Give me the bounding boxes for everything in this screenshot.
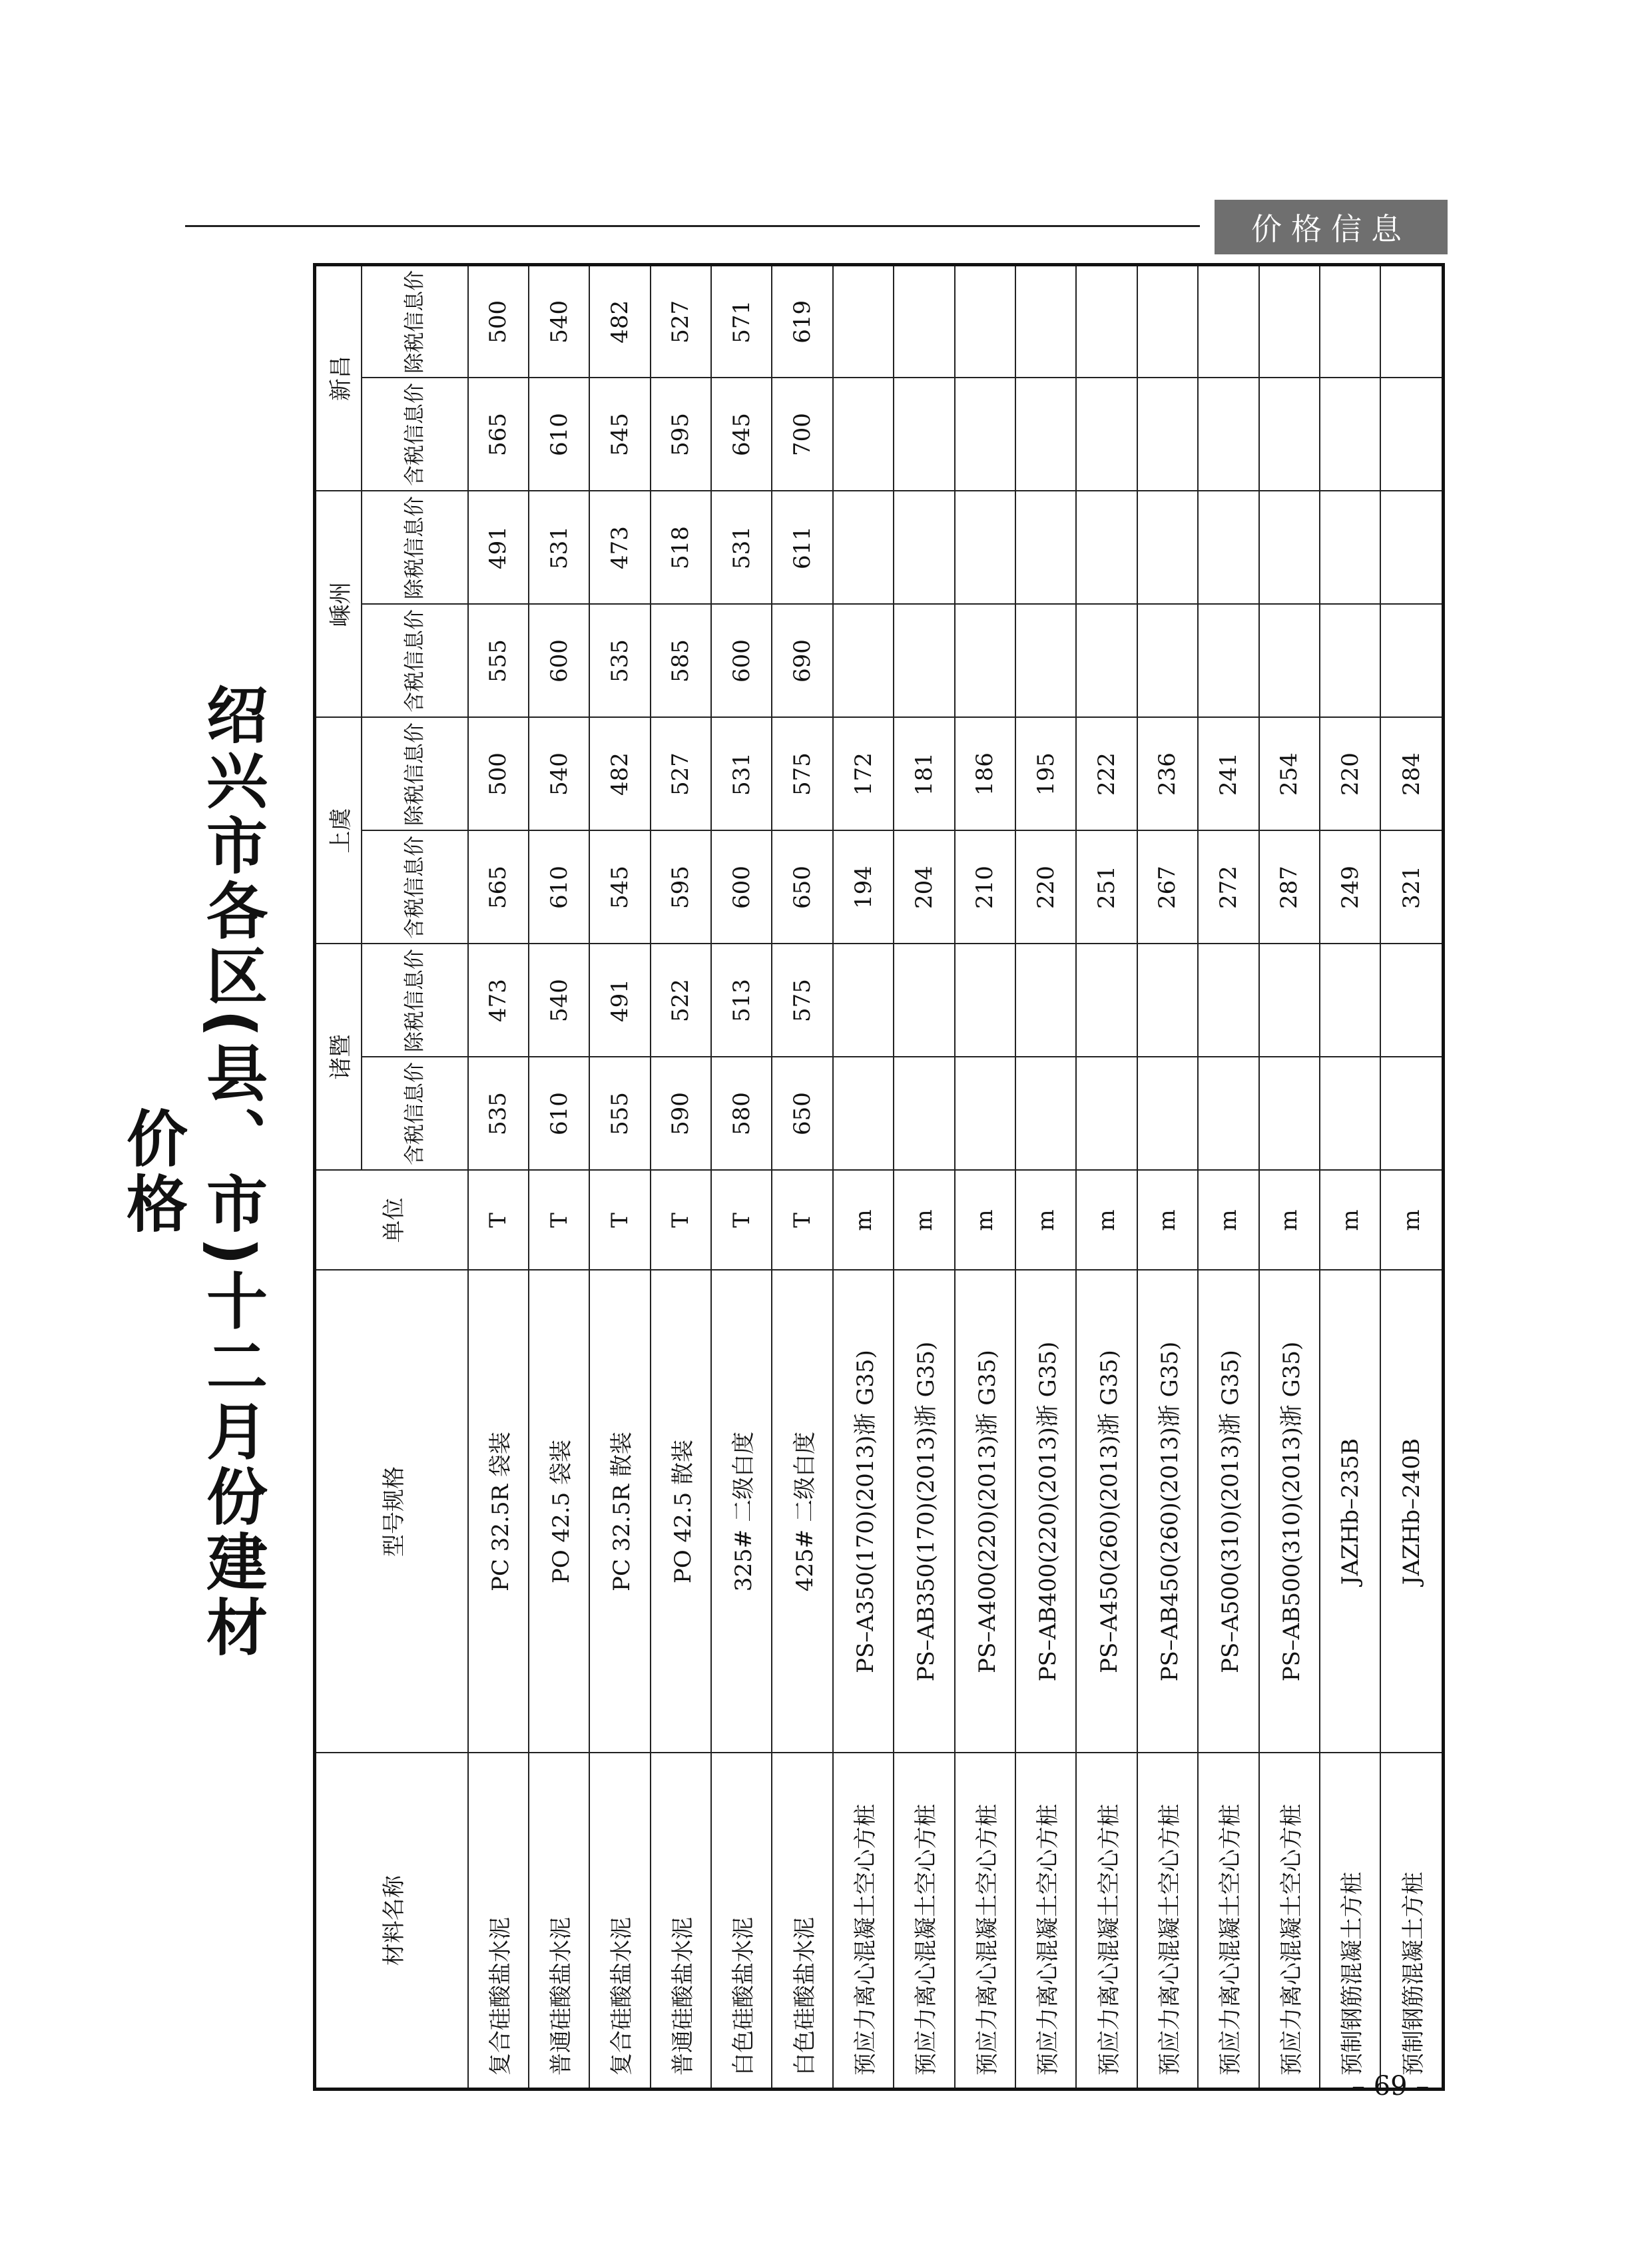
- price-cell: [1015, 265, 1076, 378]
- price-cell: [1137, 605, 1198, 718]
- price-cell: [894, 1057, 954, 1171]
- price-cell: [833, 491, 894, 605]
- spec-cell: JAZHb–235B: [1320, 1270, 1380, 1753]
- table-row: [772, 265, 832, 2090]
- header-tax-excl: 除税信息价: [362, 265, 468, 378]
- unit-cell: T: [589, 1171, 650, 1270]
- header-spec: 型号规格: [315, 1270, 468, 1753]
- price-cell: 611: [772, 491, 832, 605]
- price-cell: 565: [468, 378, 529, 491]
- table-row: [589, 265, 650, 2090]
- price-cell: 545: [589, 831, 650, 944]
- price-cell: 600: [711, 831, 772, 944]
- unit-cell: m: [1259, 1171, 1320, 1270]
- price-cell: [1380, 605, 1443, 718]
- price-cell: 585: [651, 605, 711, 718]
- price-cell: [833, 1057, 894, 1171]
- price-cell: 531: [711, 718, 772, 831]
- price-cell: 491: [468, 491, 529, 605]
- price-cell: [1259, 944, 1320, 1057]
- price-cell: [1015, 491, 1076, 605]
- price-cell: 267: [1137, 831, 1198, 944]
- price-cell: 540: [529, 265, 589, 378]
- price-cell: 555: [468, 605, 529, 718]
- price-cell: [833, 944, 894, 1057]
- price-cell: [955, 491, 1015, 605]
- price-cell: [1380, 944, 1443, 1057]
- price-cell: [894, 491, 954, 605]
- table-row: [1198, 265, 1258, 2090]
- page-title: 绍兴市各区(县、市)十二月份建材价格: [117, 683, 268, 1661]
- price-cell: 513: [711, 944, 772, 1057]
- price-table-body: [468, 265, 1444, 2090]
- price-cell: [1076, 491, 1137, 605]
- price-cell: [1015, 605, 1076, 718]
- material-name-cell: 预应力离心混凝土空心方桩: [1015, 1753, 1076, 2090]
- price-cell: 251: [1076, 831, 1137, 944]
- price-cell: 500: [468, 265, 529, 378]
- price-cell: [1259, 605, 1320, 718]
- price-cell: [1320, 605, 1380, 718]
- unit-cell: m: [1380, 1171, 1443, 1270]
- price-cell: [1137, 265, 1198, 378]
- unit-cell: m: [833, 1171, 894, 1270]
- spec-cell: PS–AB500(310)(2013)浙 G35): [1259, 1270, 1320, 1753]
- header-tax-incl: 含税信息价: [362, 605, 468, 718]
- price-cell: 522: [651, 944, 711, 1057]
- price-cell: [1137, 378, 1198, 491]
- price-cell: [1076, 605, 1137, 718]
- price-cell: 595: [651, 831, 711, 944]
- spec-cell: PS–AB400(220)(2013)浙 G35): [1015, 1270, 1076, 1753]
- material-name-cell: 预制钢筋混凝土方桩: [1320, 1753, 1380, 2090]
- unit-cell: T: [468, 1171, 529, 1270]
- price-cell: [1259, 491, 1320, 605]
- header-tax-excl: 除税信息价: [362, 718, 468, 831]
- price-cell: 610: [529, 1057, 589, 1171]
- price-cell: [1015, 1057, 1076, 1171]
- price-cell: 700: [772, 378, 832, 491]
- price-cell: 650: [772, 1057, 832, 1171]
- price-cell: 610: [529, 831, 589, 944]
- spec-cell: PC 32.5R 袋装: [468, 1270, 529, 1753]
- header-region-shangyu: 上虞: [315, 718, 362, 944]
- unit-cell: T: [651, 1171, 711, 1270]
- price-cell: 545: [589, 378, 650, 491]
- price-cell: 172: [833, 718, 894, 831]
- price-cell: 272: [1198, 831, 1258, 944]
- price-cell: [1320, 944, 1380, 1057]
- header-tax-incl: 含税信息价: [362, 831, 468, 944]
- price-cell: [1320, 1057, 1380, 1171]
- spec-cell: PC 32.5R 散装: [589, 1270, 650, 1753]
- table-row: [1259, 265, 1320, 2090]
- price-cell: 575: [772, 718, 832, 831]
- price-cell: [1380, 378, 1443, 491]
- price-cell: 580: [711, 1057, 772, 1171]
- price-cell: [833, 378, 894, 491]
- price-cell: [1198, 491, 1258, 605]
- material-name-cell: 复合硅酸盐水泥: [468, 1753, 529, 2090]
- material-name-cell: 预应力离心混凝土空心方桩: [1076, 1753, 1137, 2090]
- price-cell: 195: [1015, 718, 1076, 831]
- price-cell: 482: [589, 265, 650, 378]
- price-cell: [894, 605, 954, 718]
- price-cell: 491: [589, 944, 650, 1057]
- material-name-cell: 普通硅酸盐水泥: [651, 1753, 711, 2090]
- page-number: – 69 –: [1352, 2071, 1430, 2102]
- price-cell: 531: [711, 491, 772, 605]
- spec-cell: PS–A500(310)(2013)浙 G35): [1198, 1270, 1258, 1753]
- header-rule: [185, 225, 1200, 227]
- price-cell: 531: [529, 491, 589, 605]
- spec-cell: 325# 二级白度: [711, 1270, 772, 1753]
- spec-cell: 425# 二级白度: [772, 1270, 832, 1753]
- price-cell: 610: [529, 378, 589, 491]
- section-label: 价格信息: [1215, 200, 1448, 254]
- price-cell: 540: [529, 944, 589, 1057]
- price-cell: [955, 605, 1015, 718]
- price-cell: 241: [1198, 718, 1258, 831]
- price-cell: [894, 378, 954, 491]
- spec-cell: PS–AB350(170)(2013)浙 G35): [894, 1270, 954, 1753]
- price-cell: [1198, 944, 1258, 1057]
- price-table-area: [313, 266, 1445, 2091]
- price-cell: 249: [1320, 831, 1380, 944]
- price-cell: [1380, 1057, 1443, 1171]
- price-cell: [1259, 265, 1320, 378]
- material-name-cell: 预应力离心混凝土空心方桩: [833, 1753, 894, 2090]
- unit-cell: m: [894, 1171, 954, 1270]
- price-cell: [955, 944, 1015, 1057]
- price-cell: 220: [1320, 718, 1380, 831]
- price-cell: [1320, 491, 1380, 605]
- price-cell: [955, 378, 1015, 491]
- price-cell: 590: [651, 1057, 711, 1171]
- price-cell: 650: [772, 831, 832, 944]
- price-cell: [1137, 1057, 1198, 1171]
- material-name-cell: 普通硅酸盐水泥: [529, 1753, 589, 2090]
- material-name-cell: 复合硅酸盐水泥: [589, 1753, 650, 2090]
- price-cell: 595: [651, 378, 711, 491]
- table-row: [955, 265, 1015, 2090]
- price-cell: [894, 944, 954, 1057]
- price-cell: [1259, 378, 1320, 491]
- price-cell: [1076, 378, 1137, 491]
- price-cell: 284: [1380, 718, 1443, 831]
- price-cell: 194: [833, 831, 894, 944]
- material-name-cell: 白色硅酸盐水泥: [772, 1753, 832, 2090]
- unit-cell: m: [955, 1171, 1015, 1270]
- price-cell: 186: [955, 718, 1015, 831]
- header-region-zhuji: 诸暨: [315, 944, 362, 1171]
- price-cell: [1259, 1057, 1320, 1171]
- spec-cell: PS–A350(170)(2013)浙 G35): [833, 1270, 894, 1753]
- price-cell: 321: [1380, 831, 1443, 944]
- table-row: [651, 265, 711, 2090]
- price-cell: [955, 265, 1015, 378]
- unit-cell: m: [1076, 1171, 1137, 1270]
- price-cell: [1320, 265, 1380, 378]
- table-row: [1015, 265, 1076, 2090]
- price-cell: 555: [589, 1057, 650, 1171]
- price-cell: [894, 265, 954, 378]
- material-name-cell: 预应力离心混凝土空心方桩: [955, 1753, 1015, 2090]
- price-cell: 690: [772, 605, 832, 718]
- price-cell: 181: [894, 718, 954, 831]
- price-cell: 565: [468, 831, 529, 944]
- price-cell: 287: [1259, 831, 1320, 944]
- price-cell: [833, 605, 894, 718]
- spec-cell: PS–A450(260)(2013)浙 G35): [1076, 1270, 1137, 1753]
- price-cell: 600: [711, 605, 772, 718]
- spec-cell: PS–AB450(260)(2013)浙 G35): [1137, 1270, 1198, 1753]
- header-unit: 单位: [315, 1171, 468, 1270]
- price-cell: 473: [589, 491, 650, 605]
- material-name-cell: 预应力离心混凝土空心方桩: [1259, 1753, 1320, 2090]
- price-cell: 254: [1259, 718, 1320, 831]
- price-cell: [1198, 605, 1258, 718]
- header-region-shengzhou: 嵊州: [315, 491, 362, 718]
- table-row: [1380, 265, 1443, 2090]
- price-cell: 236: [1137, 718, 1198, 831]
- price-table-rotator: [313, 266, 1445, 2091]
- price-cell: [1198, 378, 1258, 491]
- price-cell: [1320, 378, 1380, 491]
- price-cell: [1380, 491, 1443, 605]
- price-cell: 527: [651, 265, 711, 378]
- unit-cell: T: [772, 1171, 832, 1270]
- material-name-cell: 预应力离心混凝土空心方桩: [894, 1753, 954, 2090]
- material-name-cell: 白色硅酸盐水泥: [711, 1753, 772, 2090]
- price-cell: 210: [955, 831, 1015, 944]
- unit-cell: T: [711, 1171, 772, 1270]
- price-cell: 220: [1015, 831, 1076, 944]
- price-cell: [1015, 944, 1076, 1057]
- material-name-cell: 预制钢筋混凝土方桩: [1380, 1753, 1443, 2090]
- price-cell: [1015, 378, 1076, 491]
- price-cell: [1076, 944, 1137, 1057]
- price-cell: 527: [651, 718, 711, 831]
- price-cell: 473: [468, 944, 529, 1057]
- unit-cell: m: [1137, 1171, 1198, 1270]
- table-row: [711, 265, 772, 2090]
- price-cell: [1076, 265, 1137, 378]
- unit-cell: m: [1320, 1171, 1380, 1270]
- material-name-cell: 预应力离心混凝土空心方桩: [1198, 1753, 1258, 2090]
- price-table: [313, 263, 1445, 2091]
- price-cell: [1137, 491, 1198, 605]
- price-cell: 518: [651, 491, 711, 605]
- price-cell: [1198, 265, 1258, 378]
- table-row: [468, 265, 529, 2090]
- price-cell: [833, 265, 894, 378]
- price-cell: 535: [468, 1057, 529, 1171]
- spec-cell: PO 42.5 散装: [651, 1270, 711, 1753]
- table-row: [894, 265, 954, 2090]
- unit-cell: m: [1015, 1171, 1076, 1270]
- header-region-xinchang: 新昌: [315, 265, 362, 491]
- material-name-cell: 预应力离心混凝土空心方桩: [1137, 1753, 1198, 2090]
- price-cell: [1076, 1057, 1137, 1171]
- price-cell: [955, 1057, 1015, 1171]
- price-cell: 535: [589, 605, 650, 718]
- price-cell: 571: [711, 265, 772, 378]
- price-cell: [1380, 265, 1443, 378]
- spec-cell: JAZHb–240B: [1380, 1270, 1443, 1753]
- spec-cell: PS–A400(220)(2013)浙 G35): [955, 1270, 1015, 1753]
- header-material-name: 材料名称: [315, 1753, 468, 2090]
- price-cell: 204: [894, 831, 954, 944]
- price-cell: 600: [529, 605, 589, 718]
- price-cell: 645: [711, 378, 772, 491]
- price-cell: 575: [772, 944, 832, 1057]
- price-cell: [1137, 944, 1198, 1057]
- unit-cell: m: [1198, 1171, 1258, 1270]
- price-cell: 222: [1076, 718, 1137, 831]
- header-tax-excl: 除税信息价: [362, 944, 468, 1057]
- spec-cell: PO 42.5 袋装: [529, 1270, 589, 1753]
- unit-cell: T: [529, 1171, 589, 1270]
- header-tax-incl: 含税信息价: [362, 1057, 468, 1171]
- table-row: [1320, 265, 1380, 2090]
- table-row: [1137, 265, 1198, 2090]
- header-tax-excl: 除税信息价: [362, 491, 468, 605]
- price-cell: 482: [589, 718, 650, 831]
- price-cell: [1198, 1057, 1258, 1171]
- price-cell: 619: [772, 265, 832, 378]
- header-tax-incl: 含税信息价: [362, 378, 468, 491]
- table-row: [833, 265, 894, 2090]
- table-row: [529, 265, 589, 2090]
- price-cell: 500: [468, 718, 529, 831]
- table-row: [1076, 265, 1137, 2090]
- price-cell: 540: [529, 718, 589, 831]
